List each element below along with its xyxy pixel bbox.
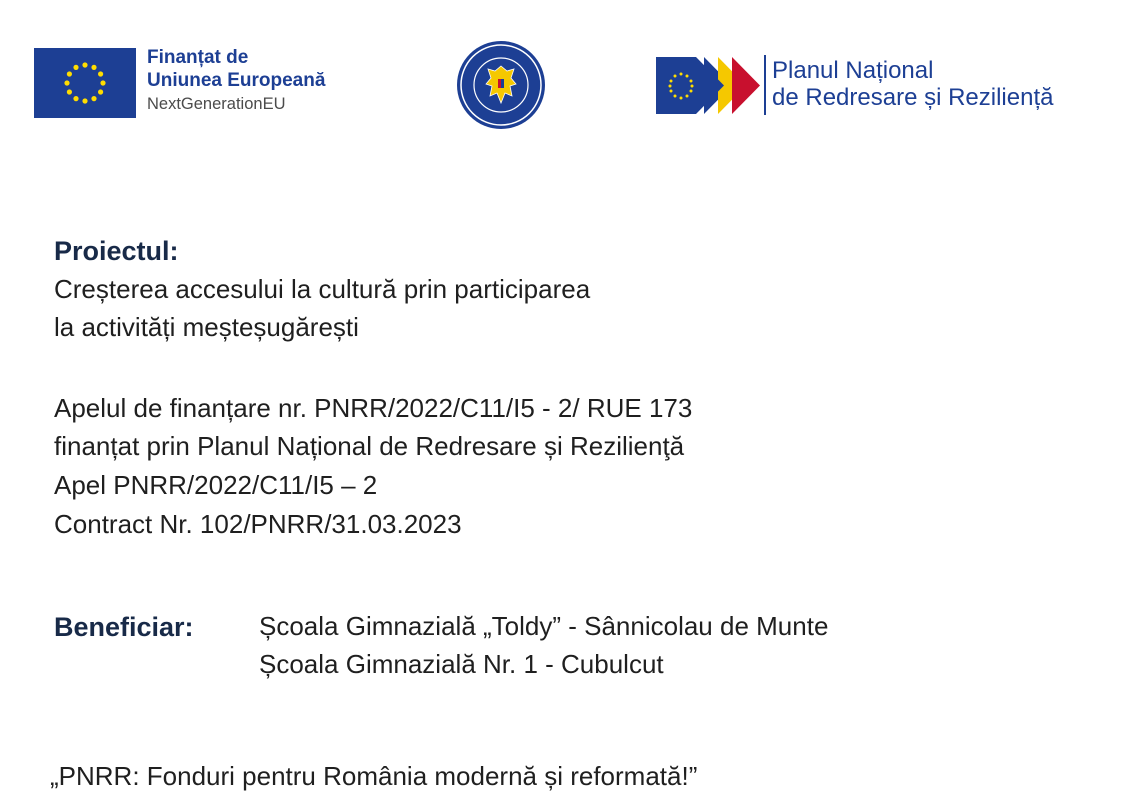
project-label: Proiectul: <box>54 236 179 266</box>
slogan: „PNRR: Fonduri pentru România modernă și reformată!” <box>50 761 698 791</box>
eu-flag-icon <box>34 48 136 118</box>
contract-number-line: Contract Nr. 102/PNRR/31.03.2023 <box>54 509 462 539</box>
beneficiary-line1: Școala Gimnazială „Toldy” - Sânnicolau de Munte <box>259 611 829 641</box>
government-seal-logo <box>456 40 546 130</box>
funding-source-line: finanțat prin Planul Național de Redresare și Rezilienţă <box>54 431 685 461</box>
beneficiary-line2: Școala Gimnazială Nr. 1 - Cubulcut <box>259 649 664 679</box>
pnrr-logo-text <box>772 57 1053 112</box>
eu-line1: Finanțat de <box>147 47 249 68</box>
funding-call-line: Apelul de finanțare nr. PNRR/2022/C11/I5 - 2/ RUE 173 <box>54 393 693 423</box>
eu-line2: Uniunea Europeană <box>147 70 326 92</box>
pnrr-line1: Planul Național <box>772 57 934 84</box>
beneficiary-label: Beneficiar: <box>54 612 194 642</box>
funding-apel-line: Apel PNRR/2022/C11/I5 – 2 <box>54 470 378 500</box>
project-title-line1: Creșterea accesului la cultură prin participarea <box>54 274 591 304</box>
eu-line3: NextGenerationEU <box>147 95 286 114</box>
pnrr-line2: de Redresare și Reziliență <box>772 84 1054 112</box>
pnrr-logo-divider <box>764 55 766 115</box>
pnrr-logo-icon <box>656 57 760 114</box>
project-title-line2: la activități meșteșugărești <box>54 312 359 342</box>
eu-funding-logo-text <box>147 46 325 114</box>
